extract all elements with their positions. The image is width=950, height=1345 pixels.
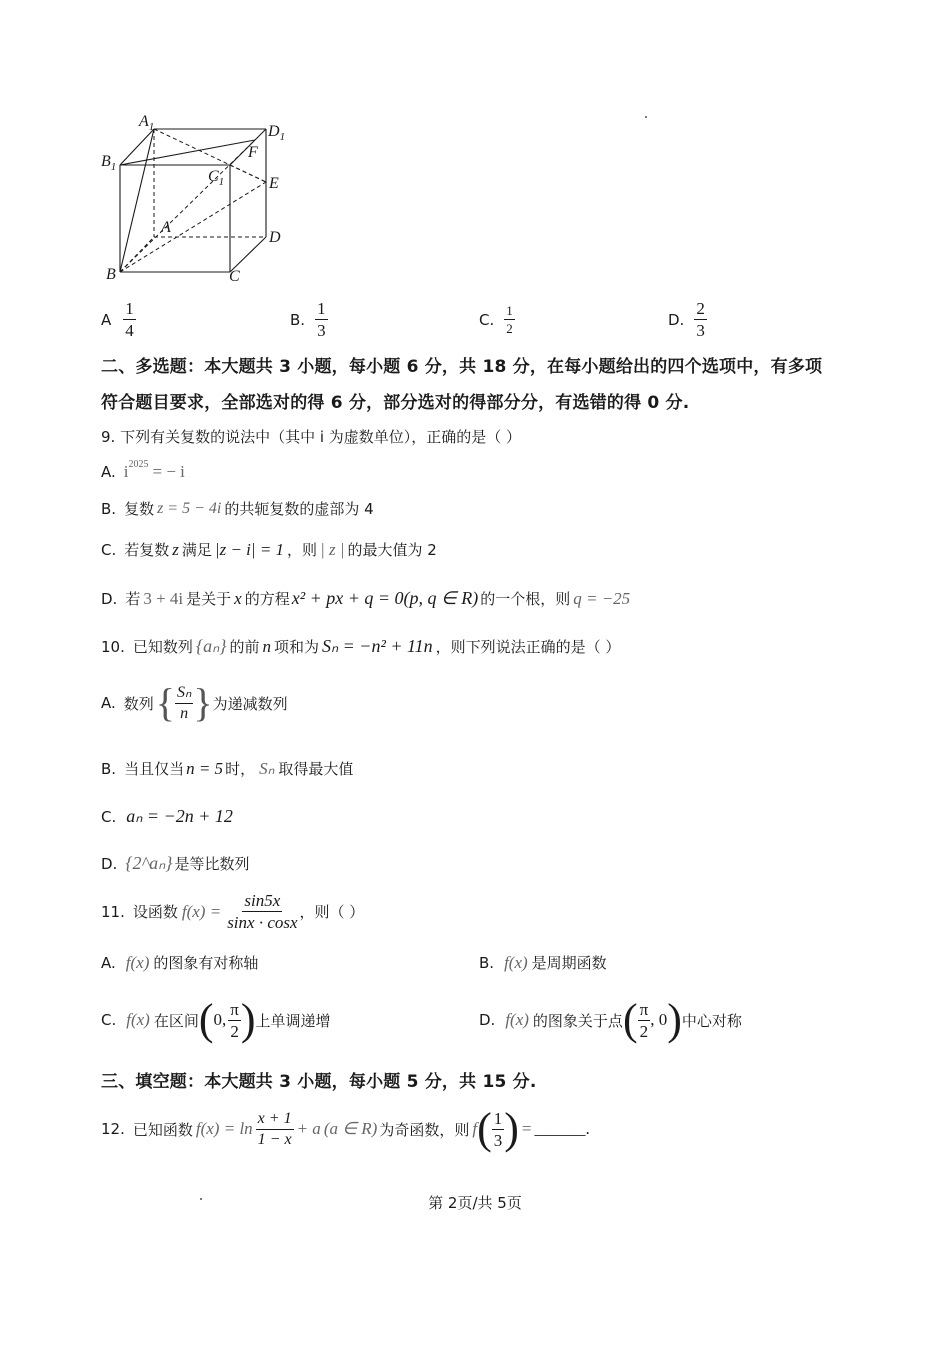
vertex-label-c1: $C_1$ (208, 168, 225, 189)
vertex-label-a1: $A_1$ (139, 113, 155, 134)
vertex-label-b1: $B_1$ (101, 153, 117, 174)
vertex-label-e: E (269, 175, 279, 192)
vertex-label-d: D (269, 229, 281, 246)
q10-option-a[interactable]: A. 数列 { $\frac{\text{Sₙ}}{n}$ } 为递减数列 (101, 680, 288, 725)
left-paren: ( (622, 995, 638, 1044)
q11-stem: 11. 设函数 f(x) = $\frac{\sin 5x}{\sin x \cdot \cos x}$ ，则（ ） (101, 891, 365, 932)
right-paren: ) (667, 995, 682, 1044)
q9-option-d[interactable]: D. 若 3 + 4i 是关于 x 的方程 x² + px + q = 0(p, q ∈ R) 的一个根，则 q = −25 (101, 588, 631, 608)
q11-option-c[interactable]: C. f(x) 在区间 ( 0, $\frac{\pi}{2}$ ) 上单调递增 (101, 995, 331, 1044)
q9-option-b[interactable]: B. 复数 z = 5 − 4i 的共轭复数的虚部为 4 (101, 499, 374, 518)
q9-option-a[interactable]: A. i $^{2025}$ = − i (101, 458, 185, 481)
q10-stem: 10. 已知数列 {aₙ} 的前 n 项和为 Sₙ = −n² + 11n ，则下列说法正确的是（ ） (101, 636, 621, 656)
vertex-label-d1: $D_1$ (268, 123, 286, 144)
q11-option-b[interactable]: B. f(x) 是周期函数 (479, 952, 607, 972)
q12-stem: 12. 已知函数 f(x) = ln $\frac{x + 1}{1 - x}$ + a (a ∈ R) 为奇函数，则 f ( $\frac{1}{3}$ ) = ______. (101, 1104, 590, 1153)
right-paren: ) (504, 1104, 519, 1153)
page-footer: 第 2页/共 5页 (428, 1194, 522, 1212)
q10-option-c[interactable]: C. aₙ = −2n + 12 (101, 806, 233, 826)
q10-option-b[interactable]: B. 当且仅当 n = 5 时， Sₙ 取得最大值 (101, 758, 354, 778)
vertex-label-c: C (229, 268, 240, 285)
q11-option-a[interactable]: A. f(x) 的图象有对称轴 (101, 952, 259, 972)
stray-dot (645, 116, 647, 118)
edge-c-d (230, 237, 266, 272)
right-brace: } (193, 680, 213, 725)
q10-option-d[interactable]: D. {2^aₙ} 是等比数列 (101, 853, 250, 873)
q11-option-d[interactable]: D. f(x) 的图象关于点 ( $\frac{\pi}{2}$ , 0 ) 中心对称 (479, 995, 742, 1044)
left-paren: ( (198, 995, 214, 1044)
q8-option-b[interactable]: B. $\frac{1}{3}$ (290, 299, 326, 340)
section2-heading-line1: 二、多选题：本大题共 3 小题，每小题 6 分，共 18 分，在每小题给出的四个选项中，有多项 (101, 357, 823, 377)
q8-option-c[interactable]: C. $\frac{1}{2}$ (479, 303, 513, 336)
vertex-label-b: B (106, 266, 116, 283)
hidden-edge-c1-e (230, 165, 266, 182)
left-brace: { (155, 680, 175, 725)
right-paren: ) (240, 995, 256, 1044)
edge-a1-b (120, 129, 154, 272)
answer-blank[interactable]: ______. (534, 1119, 590, 1138)
q9-option-c[interactable]: C. 若复数 z 满足 |z − i| = 1 ，则 | z | 的最大值为 2 (101, 539, 437, 559)
vertex-label-a: A (161, 219, 171, 236)
q8-option-a[interactable]: A $\frac{1}{4}$ (101, 299, 134, 340)
q8-option-d[interactable]: D. $\frac{2}{3}$ (668, 299, 705, 340)
q9-stem: 9. 下列有关复数的说法中（其中 i 为虚数单位），正确的是（ ） (101, 428, 522, 446)
section3-heading: 三、填空题：本大题共 3 小题，每小题 5 分，共 15 分. (101, 1072, 537, 1092)
left-paren: ( (477, 1104, 492, 1153)
vertex-label-f: F (248, 144, 258, 161)
section2-heading-line2: 符合题目要求，全部选对的得 6 分，部分选对的得部分分，有选错的得 0 分. (101, 393, 690, 413)
